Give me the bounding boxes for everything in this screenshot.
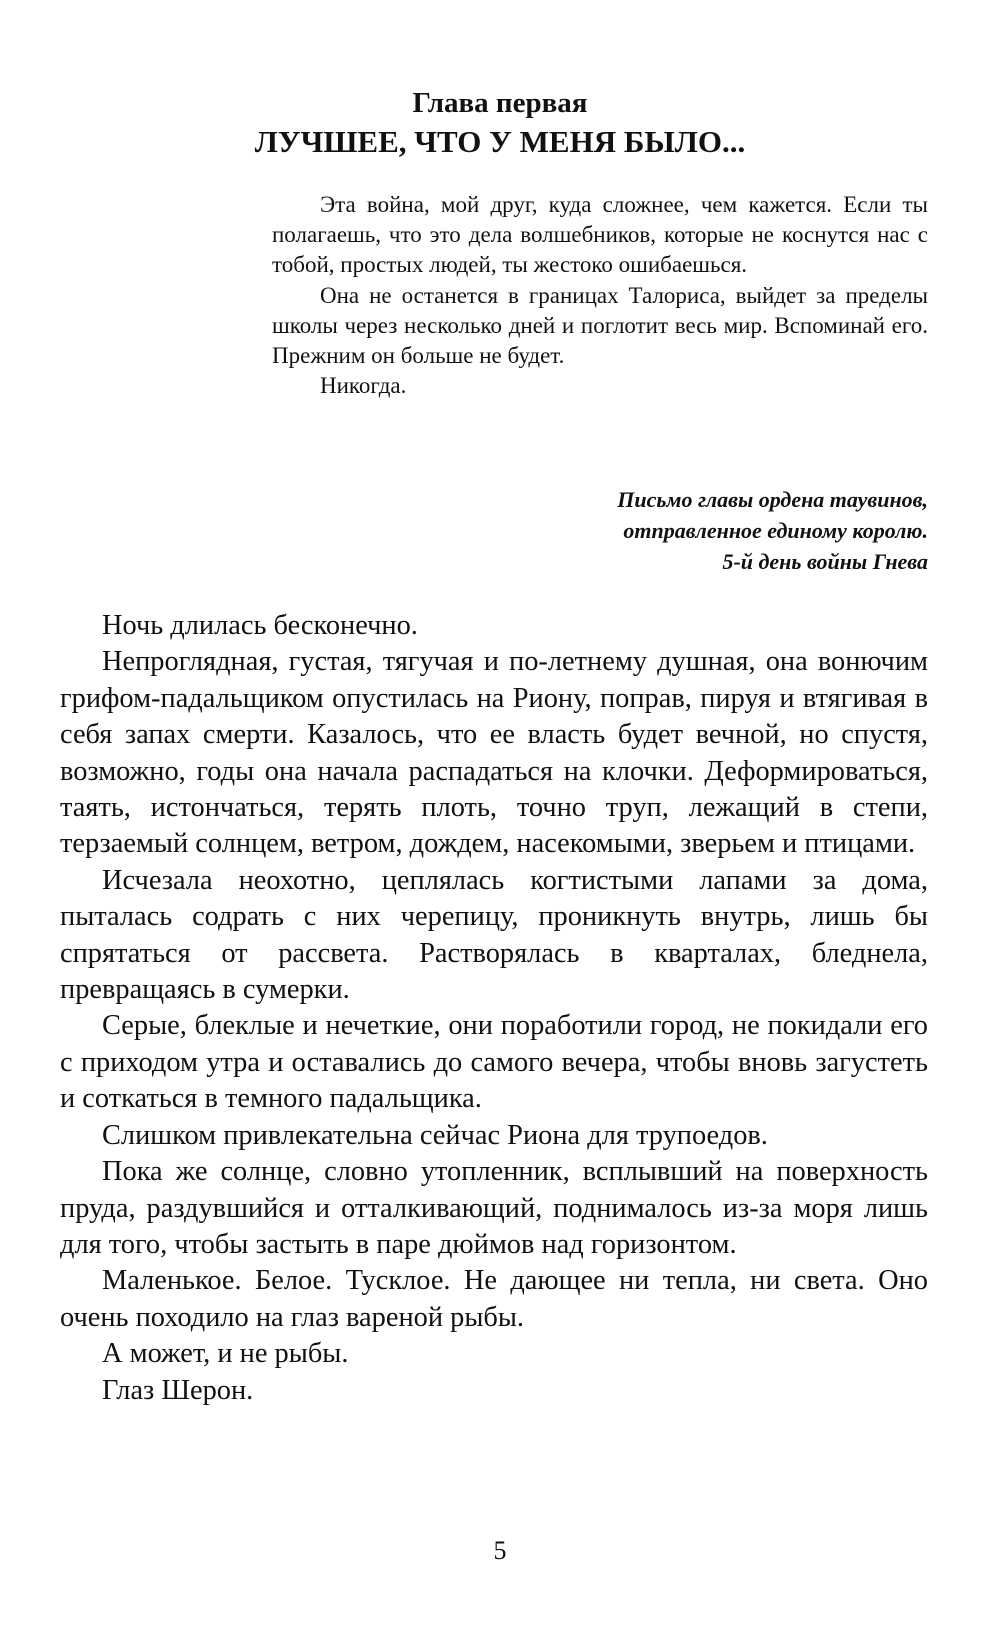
epigraph-paragraph: Никогда.: [320, 373, 407, 399]
epigraph: [272, 190, 928, 401]
body-paragraph: Маленькое. Белое. Тусклое. Не дающее ни тепла, ни света. Оно очень походило на глаз вареной рыбы.: [60, 1265, 928, 1333]
chapter-label: Глава первая: [412, 87, 588, 119]
attribution-line: Письмо главы ордена таувинов,: [617, 487, 928, 512]
body-text: [60, 608, 928, 1409]
body-paragraph: Глаз Шерон.: [102, 1374, 254, 1406]
page-number: 5: [493, 1536, 507, 1565]
attribution-line: 5-й день войны Гнева: [722, 549, 928, 574]
epigraph-paragraph: Эта война, мой друг, куда сложнее, чем кажется. Если ты полагаешь, что это дела волшебников, которые не коснутся нас с тобой, простых людей, ты жестоко ошибаешься.: [272, 192, 928, 278]
body-paragraph: Непроглядная, густая, тягучая и по-летнему душная, она вонючим грифом-падальщиком опустилась на Риону, поправ, пируя и втягивая в себя запах смерти. Казалось, что ее власть будет вечной, но спустя, возможно, годы она начала распадаться на клочки. Деформироваться, таять, истончаться, терять плоть, точно труп, лежащий в степи, терзаемый солнцем, ветром, дождем, насекомыми, зверьем и птицами.: [60, 646, 928, 860]
chapter-title: ЛУЧШЕЕ, ЧТО У МЕНЯ БЫЛО...: [254, 124, 746, 159]
body-paragraph: Слишком привлекательна сейчас Риона для трупоедов.: [102, 1119, 768, 1151]
epigraph-paragraph: Она не останется в границах Талориса, выйдет за пределы школы через несколько дней и поглотит весь мир. Вспоминай его. Прежним он больше не будет.: [272, 282, 928, 369]
body-paragraph: Серые, блеклые и нечеткие, они поработили город, не покидали его с приходом утра и оставались до самого вечера, чтобы вновь загустеть и соткаться в темного падальщика.: [60, 1010, 928, 1115]
body-paragraph: А может, и не рыбы.: [102, 1338, 349, 1370]
body-paragraph: Исчезала неохотно, цеплялась когтистыми лапами за дома, пыталась содрать с них черепицу, проникнуть внутрь, лишь бы спрятаться от рассвета. Растворялась в кварталах, бледнела, превращаясь в сумерки.: [60, 864, 928, 1006]
body-paragraph: Пока же солнце, словно утопленник, всплывший на поверхность пруда, раздувшийся и отталкивающий, поднималось из-за моря лишь для того, чтобы застыть в паре дюймов над горизонтом.: [60, 1156, 928, 1260]
attribution-line: отправленное единому королю.: [623, 518, 928, 543]
epigraph-attribution: [460, 484, 928, 577]
body-paragraph: Ночь длилась бесконечно.: [102, 610, 418, 641]
